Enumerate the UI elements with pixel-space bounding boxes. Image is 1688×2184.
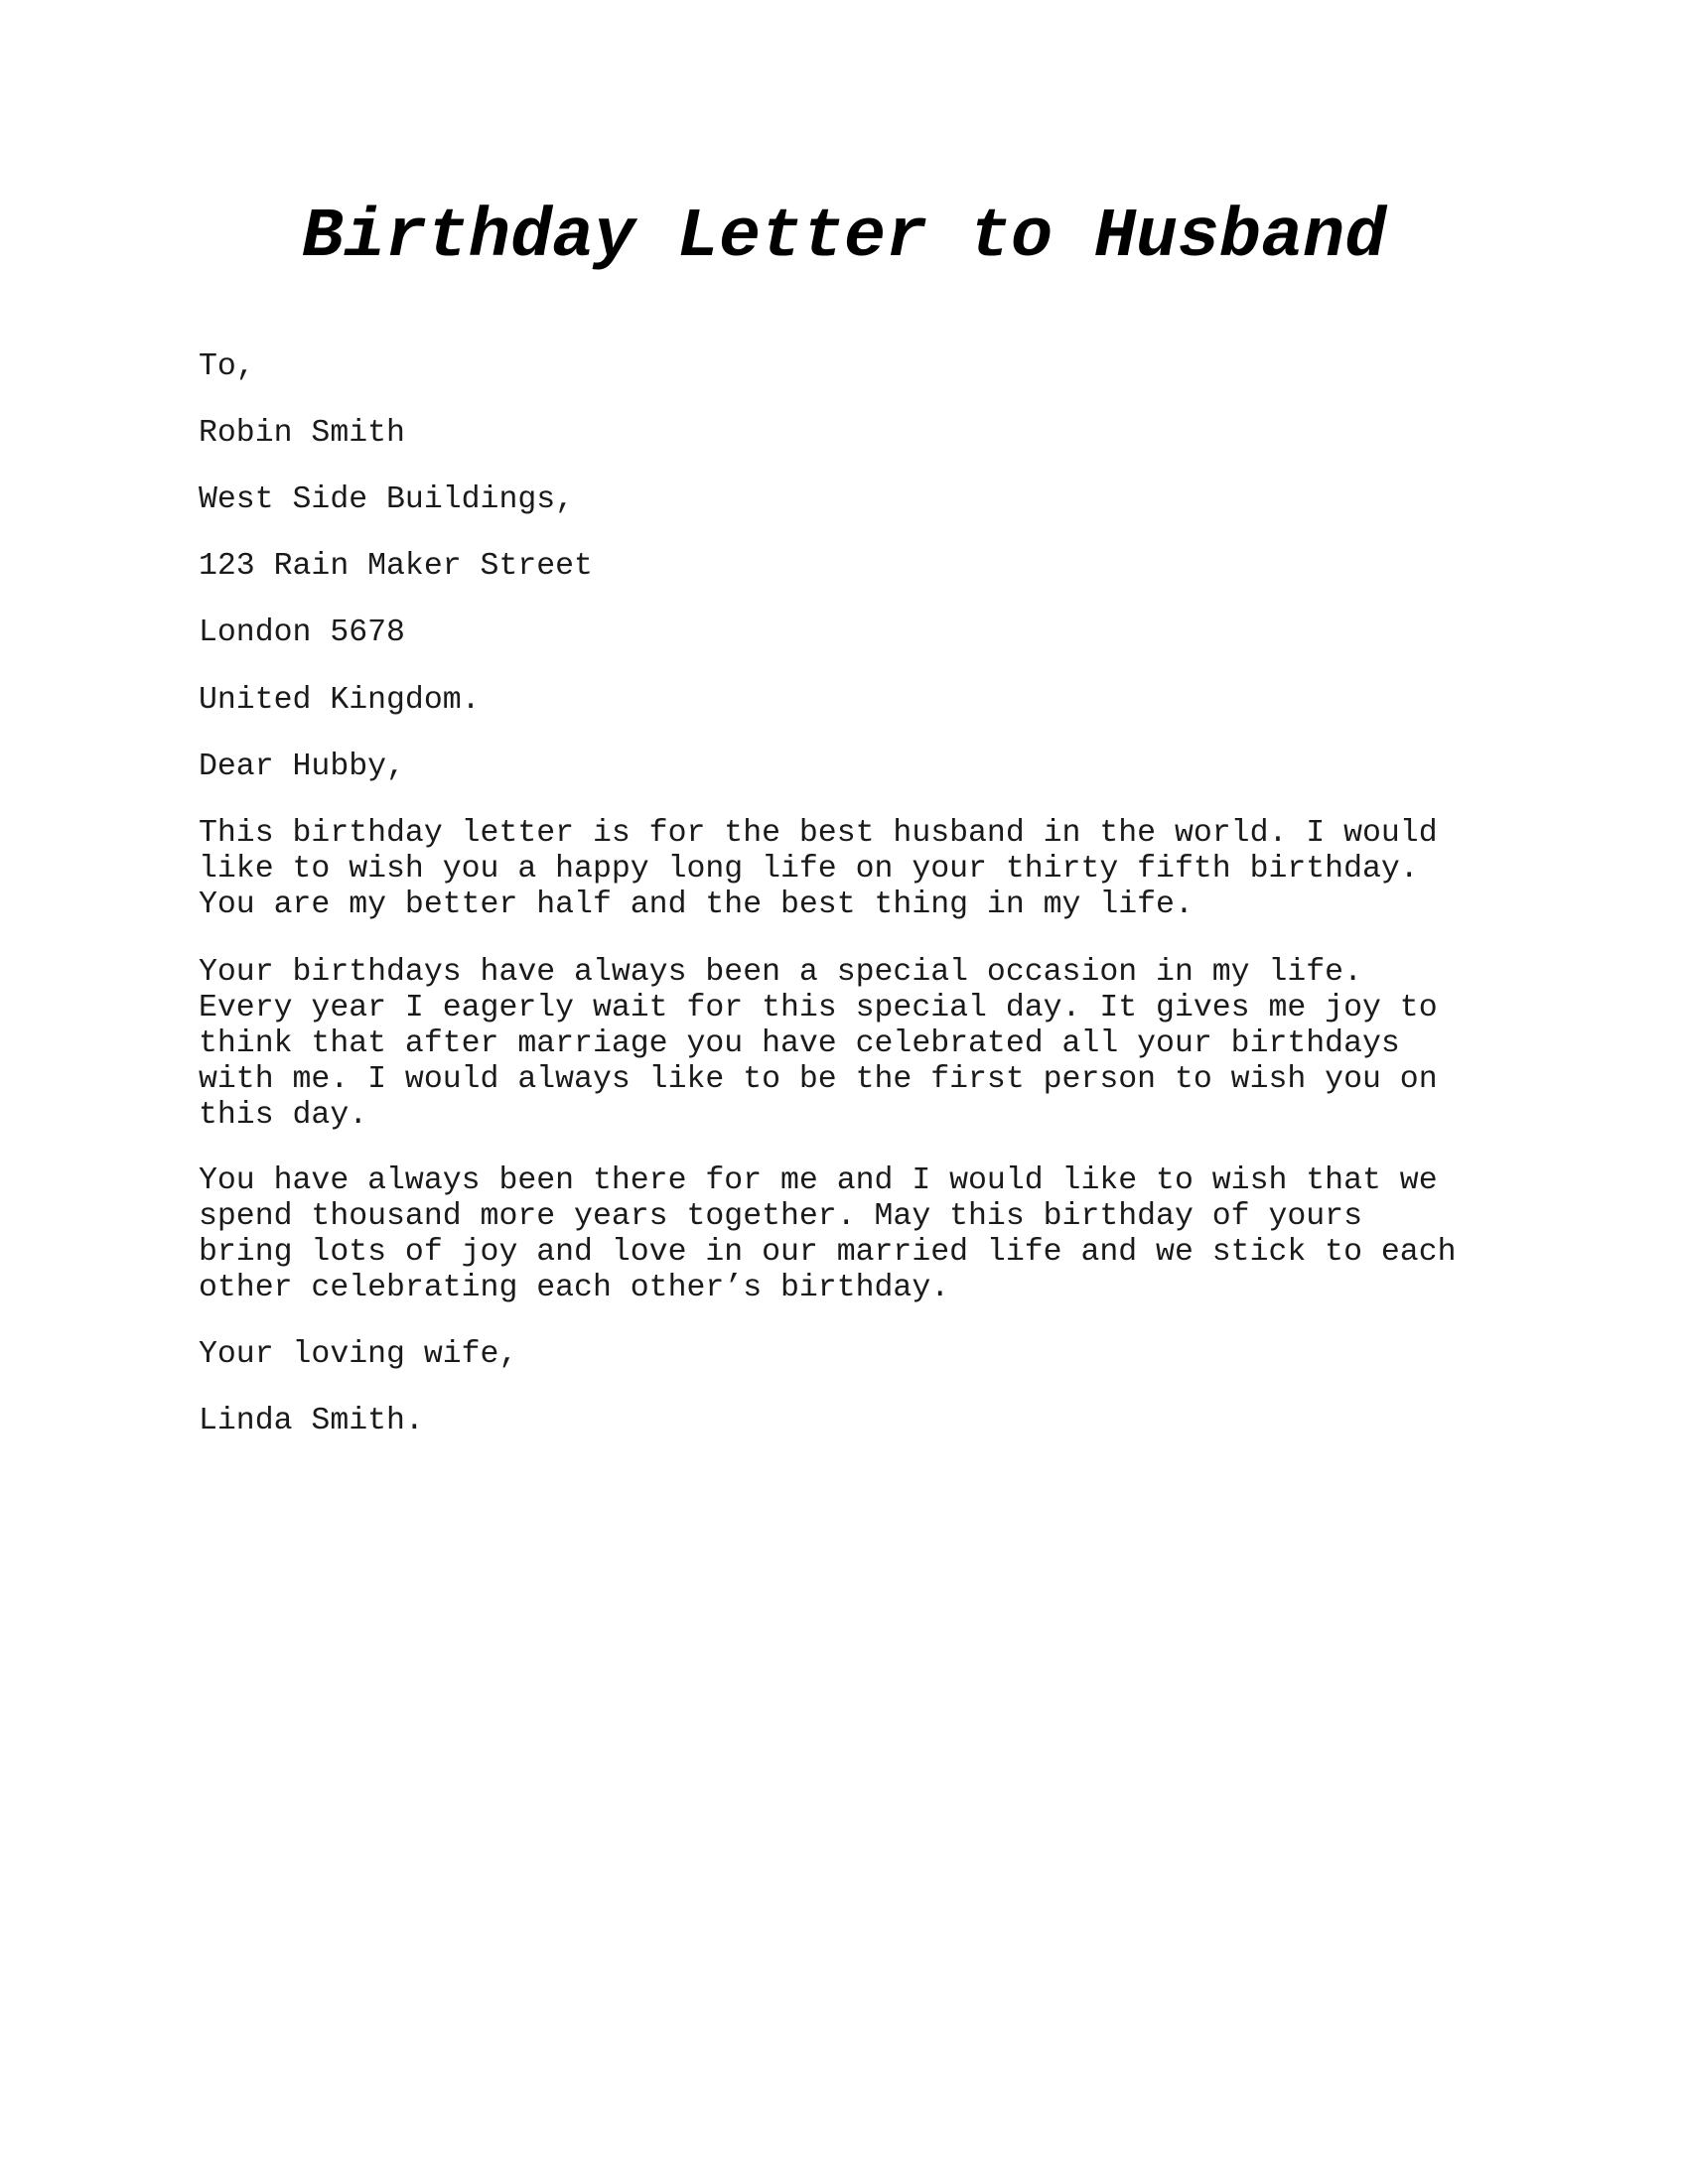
letter-paragraph: Your birthdays have always been a special occasion in my life. Every year I eagerly wait for this special day. It gives me joy to think that after marriage you have celebrated all your birthdays with me. I would always like to be the first person to wish you on this day.: [199, 955, 1438, 1133]
recipient-city: London 5678: [199, 615, 405, 650]
recipient-building: West Side Buildings,: [199, 482, 575, 517]
letter-paragraph: You have always been there for me and I would like to wish that we spend thousand more years together. May this birthday of yours bring lots of joy and love in our married life and we stick to each other celebrating each other’s birthday.: [199, 1163, 1457, 1305]
letter-paragraph: This birthday letter is for the best husband in the world. I would like to wish you a happy long life on your thirty fifth birthday. You are my better half and the best thing in my life.: [199, 816, 1438, 922]
recipient-country: United Kingdom.: [199, 683, 481, 718]
letter-signature: Linda Smith.: [199, 1404, 424, 1438]
letter-greeting: Dear Hubby,: [199, 750, 405, 784]
letter-title: Birthday Letter to Husband: [301, 199, 1387, 277]
recipient-to-line: To,: [199, 349, 255, 384]
recipient-street: 123 Rain Maker Street: [199, 549, 593, 584]
letter-closing: Your loving wife,: [199, 1337, 518, 1372]
recipient-name: Robin Smith: [199, 416, 405, 451]
